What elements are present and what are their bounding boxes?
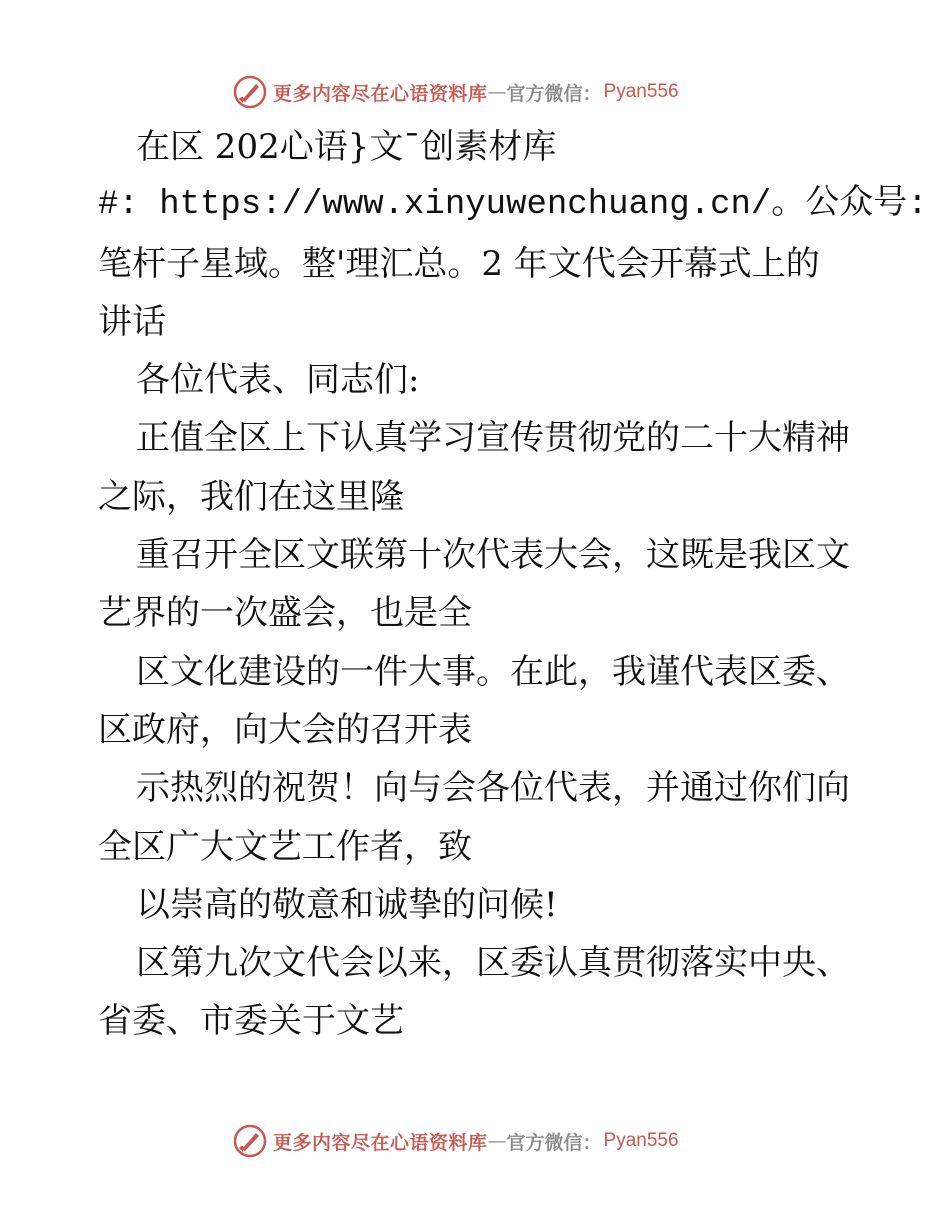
text-line: 全区广大文艺工作者，致 — [98, 826, 472, 867]
text-line: 区第九次文代会以来，区委认真贯彻落实中央、 — [136, 943, 850, 984]
text-line: 区文化建设的一件大事。在此，我谨代表区委、 — [136, 651, 850, 692]
text-line: 笔杆子星域。整'理汇总。2 年文代会开幕式上的 — [98, 243, 820, 284]
text-line: 之际，我们在这里隆 — [98, 476, 404, 517]
watermark-main-text: 更多内容尽在心语资料库 — [273, 82, 488, 105]
text-line: 区政府，向大会的召开表 — [98, 709, 472, 750]
text-line: 重召开全区文联第十次代表大会，这既是我区文 — [136, 535, 850, 576]
text-line: 正值全区上下认真学习宣传贯彻党的二十大精神 — [136, 418, 850, 459]
watermark-separator: — — [487, 1130, 507, 1152]
text-line: 以崇高的敬意和诚挚的问候! — [136, 884, 558, 925]
text-line: 省委、市委关于文艺 — [98, 1001, 404, 1042]
feather-pen-logo-icon — [233, 75, 267, 109]
watermark-main-text: 更多内容尽在心语资料库 — [273, 1131, 488, 1154]
watermark-footer — [233, 1121, 679, 1161]
watermark-header — [233, 72, 679, 112]
watermark-wechat-id: Pyan556 — [603, 1130, 679, 1151]
text-line: 在区 202心语}文¯创素材库 — [136, 127, 557, 167]
feather-pen-logo-icon — [233, 1124, 267, 1158]
watermark-wechat-label: 官方微信： — [506, 1131, 602, 1154]
text-line: 艺界的一次盛会，也是全 — [98, 593, 472, 634]
text-line: #: https://www.xinyuwenchuang.cn/。公众号: — [98, 186, 928, 225]
watermark-wechat-id: Pyan556 — [603, 81, 679, 102]
text-line: 讲话 — [98, 301, 166, 342]
text-line: 各位代表、同志们: — [136, 360, 420, 401]
watermark-separator: — — [487, 81, 507, 103]
watermark-wechat-label: 官方微信： — [506, 82, 602, 105]
document-body — [98, 118, 928, 1051]
text-line: 示热烈的祝贺！向与会各位代表，并通过你们向 — [136, 768, 850, 809]
